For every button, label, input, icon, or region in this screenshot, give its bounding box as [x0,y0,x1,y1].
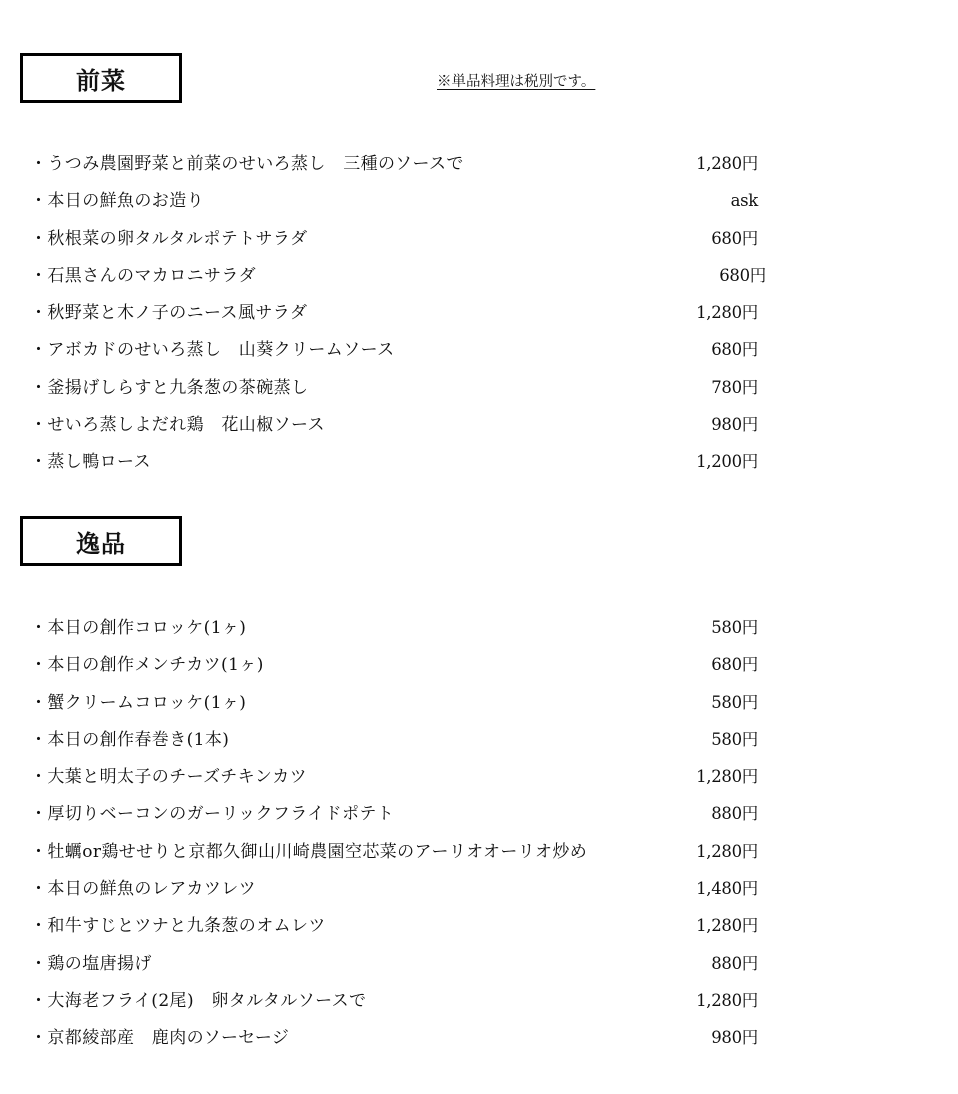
item-price: 580円 [711,729,758,749]
menu-item [30,1024,770,1061]
item-price: 680円 [711,228,758,248]
item-price: 880円 [711,953,758,973]
item-price: 680円 [711,655,758,675]
menu-item [30,950,770,987]
item-price: 1,280円 [696,990,758,1010]
menu-item [30,726,770,763]
tax-note: ※単品料理は税別です。 [437,74,596,90]
menu-item [30,411,770,448]
menu-item [30,912,770,949]
item-name: ・本日の創作コロッケ(1ヶ) [30,618,247,638]
item-name: ・本日の創作メンチカツ(1ヶ) [30,655,264,676]
item-price: 1,280円 [696,767,758,787]
item-price: 680円 [719,265,766,285]
menu-list-zensai [30,150,770,486]
menu-item [30,614,770,651]
item-name: ・秋根菜の卵タルタルポテトサラダ [30,228,308,249]
menu-item [30,262,770,299]
menu-item [30,651,770,688]
menu-item [30,187,770,224]
menu-item [30,299,770,336]
menu-item [30,448,770,485]
item-price: 780円 [711,377,758,397]
item-price: 1,280円 [696,916,758,936]
item-price: 580円 [711,692,758,712]
menu-item [30,225,770,262]
item-name: ・アボカドのせいろ蒸し 山葵クリームソース [30,340,395,361]
item-name: ・本日の鮮魚のお造り [30,191,204,212]
item-name: ・蒸し鴨ロース [30,452,151,473]
item-name: ・本日の鮮魚のレアカツレツ [30,879,257,900]
item-price: 880円 [711,804,758,824]
menu-item [30,150,770,187]
item-price: 680円 [711,340,758,360]
item-name: ・厚切りベーコンのガーリックフライドポテト [30,804,395,825]
menu-list-ippin [30,614,770,1062]
menu-item [30,336,770,373]
item-name: ・大海老フライ(2尾) 卵タルタルソースで [30,990,367,1011]
item-name: ・大葉と明太子のチーズチキンカツ [30,767,308,788]
item-price: 1,480円 [696,879,758,899]
menu-item [30,689,770,726]
section-title-zensai: 前菜 [20,53,182,103]
item-price: ask [730,191,758,211]
menu-item [30,800,770,837]
menu-item [30,875,770,912]
item-price: 1,280円 [696,154,758,173]
item-name: ・秋野菜と木ノ子のニース風サラダ [30,303,308,324]
item-price: 580円 [711,618,758,637]
section-title-ippin: 逸品 [20,516,182,566]
item-name: ・石黒さんのマカロニサラダ [30,265,257,286]
menu-item [30,763,770,800]
item-name: ・京都綾部産 鹿肉のソーセージ [30,1028,290,1049]
item-name: ・蟹クリームコロッケ(1ヶ) [30,692,247,713]
item-name: ・釜揚げしらすと九条葱の茶碗蒸し [30,377,309,398]
item-name: ・牡蠣or鶏せせりと京都久御山川崎農園空芯菜のアーリオオーリオ炒め [30,841,588,862]
item-price: 980円 [711,415,758,435]
item-price: 1,200円 [696,452,758,472]
item-name: ・和牛すじとツナと九条葱のオムレツ [30,916,326,937]
item-price: 1,280円 [696,841,758,861]
item-name: ・本日の創作春巻き(1本) [30,729,230,750]
item-price: 980円 [711,1028,758,1048]
item-price: 1,280円 [696,303,758,323]
item-name: ・鶏の塩唐揚げ [30,953,152,974]
item-name: ・うつみ農園野菜と前菜のせいろ蒸し 三種のソースで [30,154,464,174]
menu-item [30,987,770,1024]
menu-item [30,374,770,411]
menu-item [30,838,770,875]
item-name: ・せいろ蒸しよだれ鶏 花山椒ソース [30,415,325,436]
